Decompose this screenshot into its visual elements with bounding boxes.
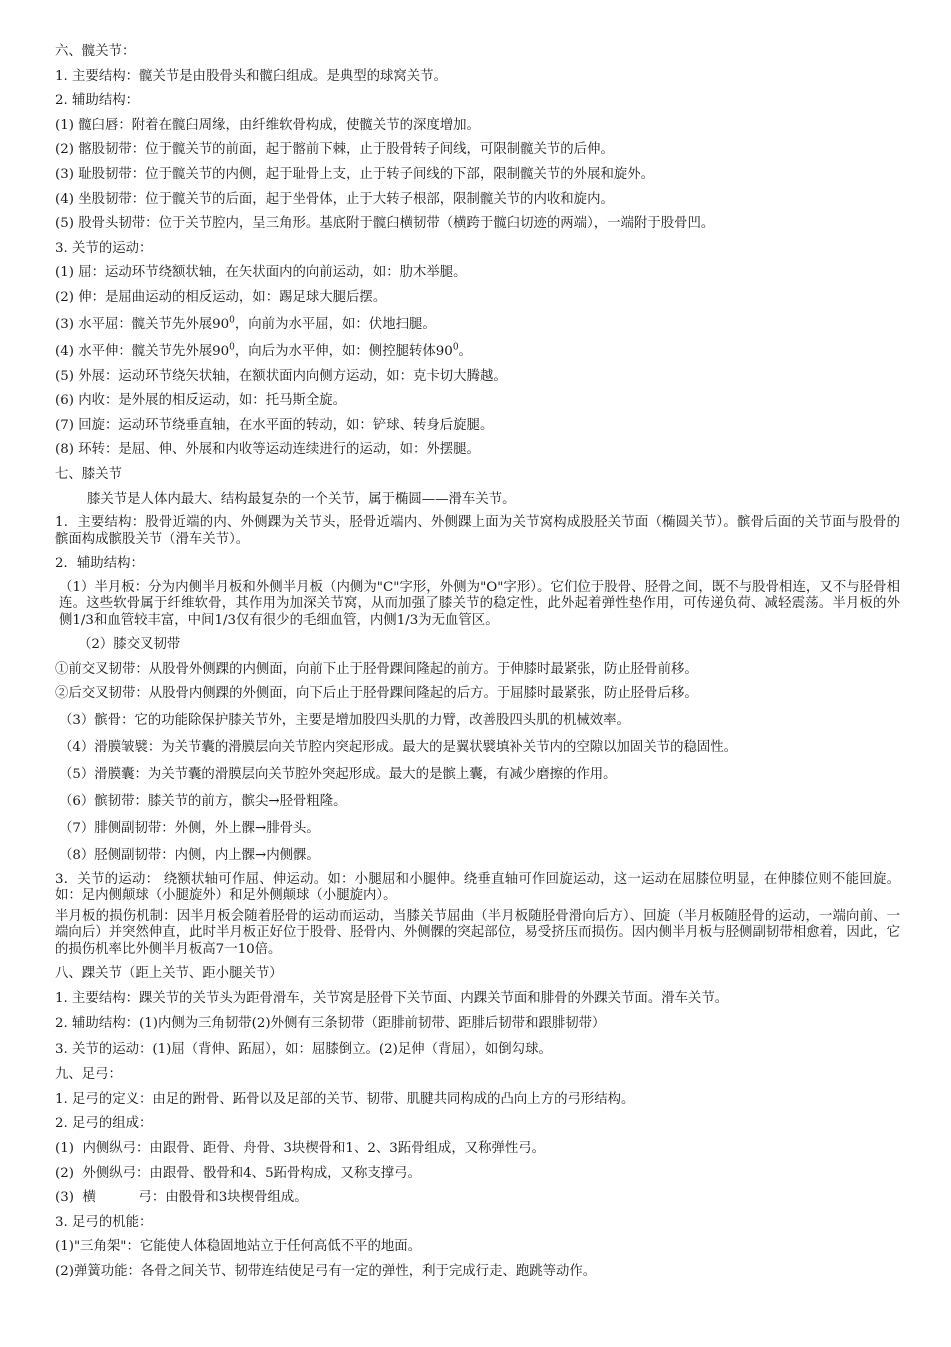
arch-composition-item: (3) 横 弓：由骰骨和3块楔骨组成。 [55, 1190, 308, 1206]
hip-motion-item: (7) 回旋：运动环节绕垂直轴，在水平面的转动，如：铲球、转身后旋腿。 [55, 417, 494, 433]
arch-composition-item: (2) 外侧纵弓：由跟骨、骰骨和4、5跖骨构成，又称支撑弓。 [55, 1165, 421, 1181]
arch-composition-title: 2. 足弓的组成： [55, 1116, 153, 1132]
hip-motion-item [55, 311, 900, 338]
knee-aux-item: （6）髌韧带：膝关节的前方，髌尖→胫骨粗隆。 [59, 793, 347, 809]
knee-aux-item: （5）滑膜囊：为关节囊的滑膜层向关节腔外突起形成。最大的是髌上囊，有减少磨擦的作用。 [59, 766, 617, 782]
arch-function-item: (2)弹簧功能：各骨之间关节、韧带连结使足弓有一定的弹性，利于完成行走、跑跳等动作。 [55, 1264, 597, 1279]
section-8-title: 八、踝关节（距上关节、距小腿关节） [55, 966, 283, 982]
hip-main-structure: 1. 主要结构：髋关节是由股骨头和髋臼组成。是典型的球窝关节。 [55, 68, 447, 84]
ankle-aux-structure: 2. 辅助结构：(1)内侧为三角韧带(2)外侧有三条韧带（距腓前韧带、距腓后韧带和跟腓韧带） [55, 1015, 606, 1031]
knee-aux-item: （3）髌骨：它的功能除保护膝关节外，主要是增加股四头肌的力臂，改善股四头肌的机械效率。 [59, 712, 630, 728]
knee-intro: 膝关节是人体内最大、结构最复杂的一个关节，属于椭圆——滑车关节。 [87, 491, 516, 507]
knee-cruciate-title: （2）膝交叉韧带 [78, 637, 181, 653]
degree-superscript: 0 [229, 315, 235, 326]
meniscus-injury-mechanism: 半月板的损伤机制：因半月板会随着胫骨的运动而运动，当膝关节屈曲（半月板随胫骨滑向后方）、回旋（半月板随胫骨的运动，一端向前、一端向后）并突然伸直，此时半月板正好位于股骨、胫骨内、外侧髁的突起部位，易受挤压而损伤。因内侧半月板与胫侧副韧带相愈着，因此，它的损伤机率比外侧半月板高7一10倍。 [55, 908, 900, 957]
knee-main-structure: 1．主要结构：股骨近端的内、外侧踝为关节头，胫骨近端内、外侧踝上面为关节窝构成股胫关节面（椭圆关节）。髌骨后面的关节面与股骨的髌面构成髌股关节（滑车关节）。 [55, 515, 900, 547]
arch-composition-item: (1) 内侧纵弓：由跟骨、距骨、舟骨、3块楔骨和1、2、3跖骨组成，又称弹性弓。 [55, 1141, 546, 1157]
hip-motion-text: ，向前为水平屈，如：伏地扫腿。 [234, 316, 436, 332]
hip-aux-item: (1) 髋臼唇：附着在髋臼周缘，由纤维软骨构成，使髋关节的深度增加。 [55, 117, 480, 133]
hip-aux-item: (3) 耻股韧带：位于髋关节的内侧，起于耻骨上支，止于转子间线的下部，限制髋关节的外展和旋外。 [55, 166, 655, 182]
hip-motion-item: (5) 外展：运动环节绕矢状轴，在额状面内向侧方运动，如：克卡切大腾越。 [55, 368, 507, 384]
knee-aux-item: （8）胫侧副韧带：内侧，内上髁→内侧髁。 [59, 847, 320, 863]
arch-function-item: (1)"三角架"：它能使人体稳固地站立于任何高低不平的地面。 [55, 1239, 422, 1255]
ankle-main-structure: 1. 主要结构：踝关节的关节头为距骨滑车，关节窝是胫骨下关节面、内踝关节面和腓骨的外踝关节面。滑车关节。 [55, 991, 729, 1007]
knee-aux-item: （4）滑膜皱襞：为关节囊的滑膜层向关节腔内突起形成。最大的是翼状襞填补关节内的空隙以加固关节的稳固性。 [59, 739, 738, 755]
hip-motion-item: (2) 伸：是屈曲运动的相反运动，如：踢足球大腿后摆。 [55, 289, 387, 305]
section-6-title: 六、髋关节： [55, 44, 136, 59]
document-page [55, 40, 900, 1285]
ankle-motion: 3. 关节的运动：(1)屈（背伸、跖屈），如：屈膝倒立。(2)足伸（背屈），如倒勾球。 [55, 1042, 552, 1058]
hip-motion-text: ，向后为水平伸，如：侧控腿转体90 [234, 343, 453, 359]
arch-function-title: 3. 足弓的机能： [55, 1214, 153, 1230]
degree-superscript: 0 [229, 342, 235, 353]
hip-motion-text: (4) 水平伸：髋关节先外展90 [55, 343, 230, 359]
knee-aux-title: 2．辅助结构： [55, 556, 144, 572]
knee-aux-item: （7）腓侧副韧带：外侧，外上髁→腓骨头。 [59, 820, 320, 836]
hip-motion-item: (6) 内收：是外展的相反运动，如：托马斯全旋。 [55, 393, 347, 409]
knee-pcl: ②后交叉韧带：从股骨内侧踝的外侧面，向下后止于胫骨踝间隆起的后方。于屈膝时最紧张，防止胫骨后移。 [55, 686, 698, 702]
hip-aux-title: 2. 辅助结构： [55, 93, 139, 109]
hip-aux-item: (2) 髂股韧带：位于髋关节的前面，起于髂前下棘，止于股骨转子间线，可限制髋关节的后伸。 [55, 142, 614, 158]
hip-motion-item: (8) 环转：是屈、伸、外展和内收等运动连续进行的运动，如：外摆腿。 [55, 442, 480, 458]
arch-definition: 1. 足弓的定义：由足的跗骨、跖骨以及足部的关节、韧带、肌腱共同构成的凸向上方的弓形结构。 [55, 1091, 635, 1107]
hip-aux-item: (4) 坐股韧带：位于髋关节的后面，起于坐骨体，止于大转子根部，限制髋关节的内收和旋内。 [55, 191, 614, 207]
hip-motion-title: 3. 关节的运动： [55, 240, 153, 256]
knee-motion: 3．关节的运动： 绕额状轴可作屈、伸运动。如：小腿屈和小腿伸。绕垂直轴可作回旋运动，这一运动在屈膝位明显，在伸膝位则不能回旋。如：足内侧颠球（小腿旋外）和足外侧颠球（小腿旋内）。 [55, 871, 900, 904]
knee-acl: ①前交叉韧带：从股骨外侧踝的内侧面，向前下止于胫骨踝间隆起的前方。于伸膝时最紧张，防止胫骨前移。 [55, 661, 698, 677]
section-7-title: 七、膝关节 [55, 466, 122, 482]
hip-motion-item: (1) 屈：运动环节绕额状轴，在矢状面内的向前运动，如：肋木举腿。 [55, 265, 467, 281]
hip-aux-item: (5) 股骨头韧带：位于关节腔内，呈三角形。基底附于髋臼横韧带（横跨于髋臼切迹的两端），一端附于股骨凹。 [55, 216, 715, 232]
knee-meniscus: （1）半月板：分为内侧半月板和外侧半月板（内侧为"C"字形，外侧为"O"字形）。它们位于股骨、胫骨之间，既不与股骨相连，又不与胫骨相连。这些软骨属于纤维软骨，其作用为加深关节窝，从而加强了膝关节的稳定性，此外起着弹性垫作用，可传递负荷、减轻震荡。半月板的外侧1/3和血管较丰富，中间1/3仅有很少的毛细血管，内侧1/3为无血管区。 [59, 579, 900, 628]
degree-superscript: 0 [452, 342, 459, 353]
hip-motion-item [55, 338, 900, 365]
hip-motion-text: (3) 水平屈：髋关节先外展90 [55, 316, 230, 332]
hip-motion-text: 。 [458, 343, 472, 359]
section-9-title: 九、足弓： [55, 1067, 122, 1083]
